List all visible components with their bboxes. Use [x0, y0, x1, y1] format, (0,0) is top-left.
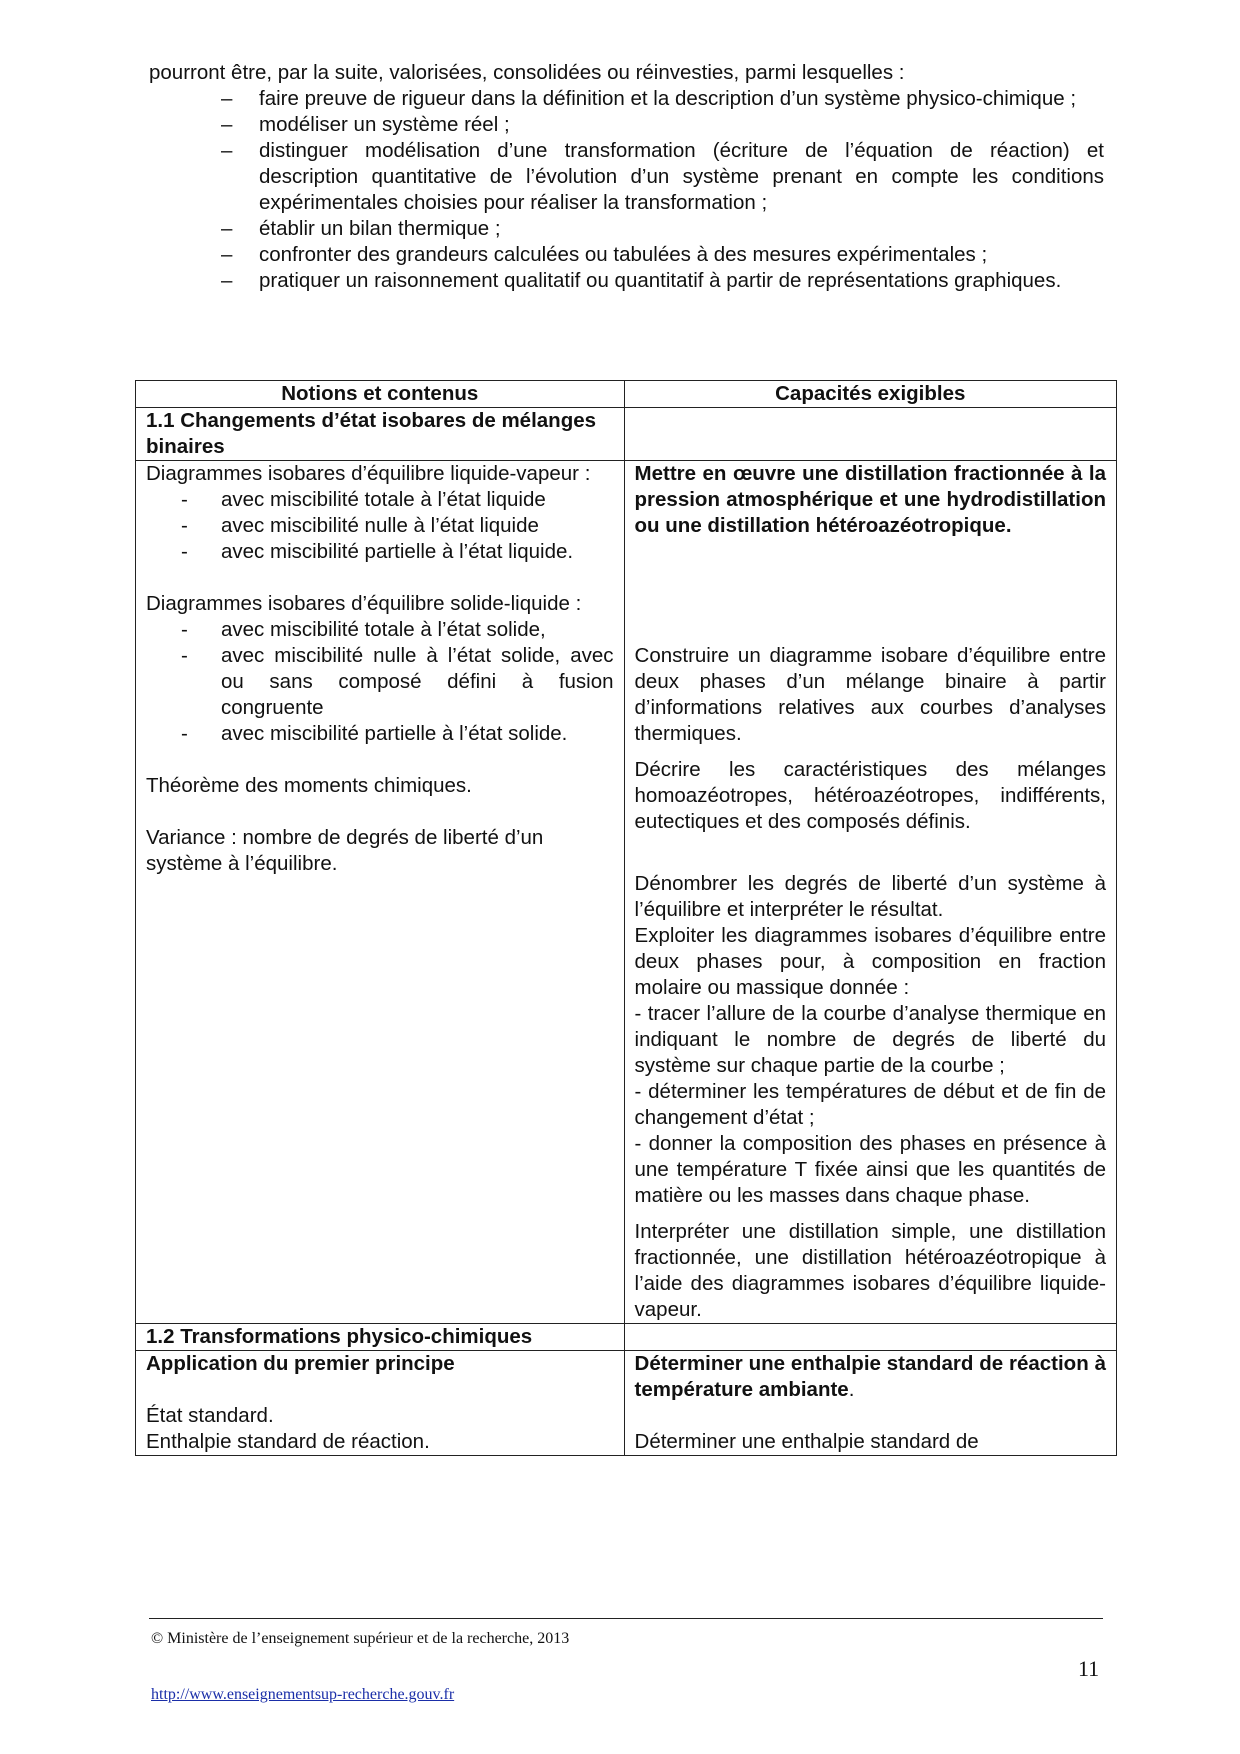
program-table — [135, 380, 1117, 1456]
list-item: – distinguer modélisation d’une transformation (écriture de l’équation de réaction) et description quantitative de l’évolution d’un système prenant en compte les conditions expérimentales choisies pour réaliser la transformation ; — [259, 138, 1104, 216]
sl-title: Diagrammes isobares d’équilibre solide-liquide : — [146, 592, 582, 615]
intro-lead: pourront être, par la suite, valorisées, consolidées ou réinvesties, parmi lesquelles : — [149, 61, 905, 84]
list-item: – modéliser un système réel ; — [259, 112, 1104, 138]
list-item: - avec miscibilité totale à l’état liquide — [221, 487, 614, 513]
cap-construire: Construire un diagramme isobare d’équilibre entre deux phases d’un mélange binaire à partir d’informations relatives aux courbes d’analyses thermiques. — [634, 644, 1106, 745]
list-item: - avec miscibilité totale à l’état solide, — [221, 617, 614, 643]
list-item: – pratiquer un raisonnement qualitatif ou quantitatif à partir de représentations graphiques. — [259, 268, 1104, 294]
cap-decrire: Décrire les caractéristiques des mélanges homoazéotropes, hétéroazéotropes, indifférents, eutectiques et des composés définis. — [634, 758, 1106, 833]
cap-enthalpie-dot: . — [848, 1378, 855, 1401]
cap-ex3: - donner la composition des phases en présence à une température T fixée ainsi que les quantités de matière ou les masses dans chaque phase. — [634, 1132, 1106, 1207]
table-row — [136, 1324, 1117, 1351]
premier-principe: Application du premier principe — [146, 1352, 455, 1375]
capacites-cell — [624, 461, 1116, 1324]
footer-divider — [149, 1618, 1103, 1619]
list-item: – faire preuve de rigueur dans la définition et la description d’un système physico-chimique ; — [259, 86, 1104, 112]
table-row — [136, 1351, 1117, 1456]
cap-interpreter: Interpréter une distillation simple, une distillation fractionnée, une distillation hétéroazéotropique à l’aide des diagrammes isobares d’équilibre liquide-vapeur. — [634, 1220, 1106, 1321]
header-capacites: Capacités exigibles — [624, 381, 1116, 408]
notions-cell — [136, 461, 625, 1324]
list-item: - avec miscibilité partielle à l’état solide. — [221, 721, 614, 747]
empty-cell — [624, 408, 1116, 461]
page-number: 11 — [1078, 1656, 1100, 1681]
table-header-row — [136, 381, 1117, 408]
header-notions: Notions et contenus — [136, 381, 625, 408]
intro-list — [149, 86, 1104, 294]
cap-ex2: - déterminer les températures de début et de fin de changement d’état ; — [634, 1080, 1106, 1129]
etat-standard: État standard. — [146, 1404, 274, 1427]
intro-block — [149, 60, 1104, 294]
sl-list — [146, 617, 614, 747]
list-item: – confronter des grandeurs calculées ou tabulées à des mesures expérimentales ; — [259, 242, 1104, 268]
cap-enthalpie — [635, 1351, 1106, 1403]
cap-enthalpie2: Déterminer une enthalpie standard de — [634, 1430, 979, 1453]
table-row — [136, 461, 1117, 1324]
variance-text: Variance : nombre de degrés de liberté d’un système à l’équilibre. — [146, 826, 544, 875]
moments-text: Théorème des moments chimiques. — [146, 774, 472, 797]
footer-link[interactable]: http://www.enseignementsup-recherche.gouv.fr — [151, 1686, 455, 1703]
list-item: - avec miscibilité nulle à l’état solide, avec ou sans composé défini à fusion congruente — [221, 643, 614, 721]
capacites-cell — [624, 1351, 1116, 1456]
cap-enthalpie-bold: Déterminer une enthalpie standard de réaction à température ambiante — [634, 1352, 1106, 1401]
empty-cell — [624, 1324, 1116, 1351]
list-item: - avec miscibilité partielle à l’état liquide. — [221, 539, 614, 565]
lv-title: Diagrammes isobares d’équilibre liquide-vapeur : — [146, 462, 591, 485]
list-item: – établir un bilan thermique ; — [259, 216, 1104, 242]
notions-cell — [136, 1351, 625, 1456]
cap-denombrer: Dénombrer les degrés de liberté d’un système à l’équilibre et interpréter le résultat. — [634, 872, 1106, 921]
enthalpie-text: Enthalpie standard de réaction. — [146, 1430, 430, 1453]
cap-exploiter: Exploiter les diagrammes isobares d’équilibre entre deux phases pour, à composition en fraction molaire ou massique donnée : — [634, 924, 1106, 999]
section-title: 1.2 Transformations physico-chimiques — [136, 1324, 625, 1351]
section-title: 1.1 Changements d’état isobares de mélanges binaires — [136, 408, 625, 461]
list-item: - avec miscibilité nulle à l’état liquide — [221, 513, 614, 539]
lv-list — [146, 487, 614, 565]
cap-ex1: - tracer l’allure de la courbe d’analyse thermique en indiquant le nombre de degrés de liberté du système sur chaque partie de la courbe ; — [634, 1002, 1106, 1077]
table-row — [136, 408, 1117, 461]
copyright: © Ministère de l’enseignement supérieur et de la recherche, 2013 — [151, 1630, 570, 1647]
cap-distillation: Mettre en œuvre une distillation fractionnée à la pression atmosphérique et une hydrodistillation ou une distillation hétéroazéotropique. — [634, 462, 1106, 537]
